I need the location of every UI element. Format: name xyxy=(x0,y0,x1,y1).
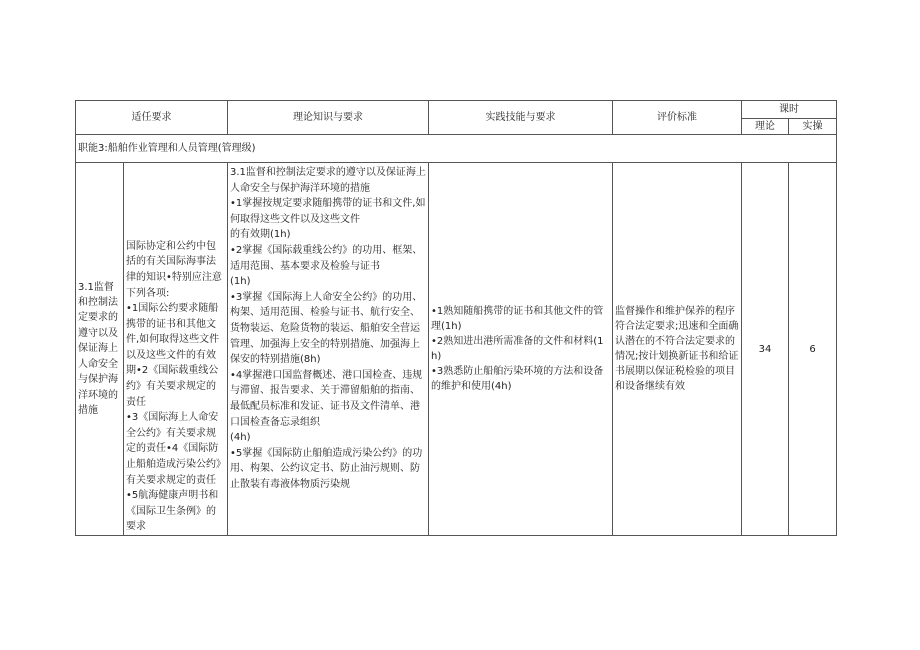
theory-hours-cell: 34 xyxy=(742,163,789,536)
curriculum-table xyxy=(75,100,837,536)
header-practice: 实操 xyxy=(789,119,837,135)
header-knowledge: 理论知识与要求 xyxy=(228,101,429,135)
header-skills: 实践技能与要求 xyxy=(429,101,613,135)
section-title: 职能3:船舶作业管理和人员管理(管理级) xyxy=(76,135,837,163)
competency-cell: 3.1监督和控制法定要求的遵守以及保证海上人命安全与保护海洋环境的措施 xyxy=(76,163,124,536)
practice-hours-cell: 6 xyxy=(789,163,837,536)
criteria-cell: 监督操作和维护保养的程序符合法定要求;迅速和全面确认潜在的不符合法定要求的情况;按计划换新证书和给证书展期以保证税检验的项目和设备继续有效 xyxy=(613,163,742,536)
header-hours: 课时 xyxy=(742,101,837,119)
header-competency: 适任要求 xyxy=(76,101,228,135)
header-criteria: 评价标准 xyxy=(613,101,742,135)
knowledge-cell: 3.1监督和控制法定要求的遵守以及保证海上人命安全与保护海洋环境的措施 •1掌握按规定要求随船携带的证书和文件,如何取得这些文件以及这些文件 的有效期(1h) •2掌握《国际载重线公约》的功用、框架、适用范围、基本要求及检验与证书 (1h) •3掌握《国际海上人命安全公约》的功用、构架、适用范围、检验与证书、航行安全、货物装运、危险货物的装运、船舶安全营运管理、加强海上安全的特别措施、加强海上保安的特别措施(8h) •4掌握港口国监督概述、港口国检查、违规与滞留、报告要求、关于滞留船舶的指南、最低配员标准和发证、证书及文件清单、港口国检查备忘录组织 (4h) •5掌握《国际防止船舶造成污染公约》的功用、构架、公约议定书、防止油污规则、防止散装有毒液体物质污染规 xyxy=(228,163,429,536)
skills-cell: •1熟知随船携带的证书和其他文件的管理(1h) •2熟知进出港所需准备的文件和材料(1h) •3熟悉防止船舶污染环境的方法和设备的维护和使用(4h) xyxy=(429,163,613,536)
header-theory: 理论 xyxy=(742,119,789,135)
sub-knowledge-cell: 国际协定和公约中包括的有关国际海事法律的知识•特别应注意下列各项: •1国际公约要求随船携带的证书和其他文件,如何取得这些文件以及这些文件的有效期•2《国际载重线公约》有关要求规定的责任 •3《国际海上人命安全公约》有关要求规定的责任•4《国际防止船舶造成污染公约》有关要求规定的责任 •5航海健康声明书和《国际卫生条例》的要求 xyxy=(124,163,228,536)
